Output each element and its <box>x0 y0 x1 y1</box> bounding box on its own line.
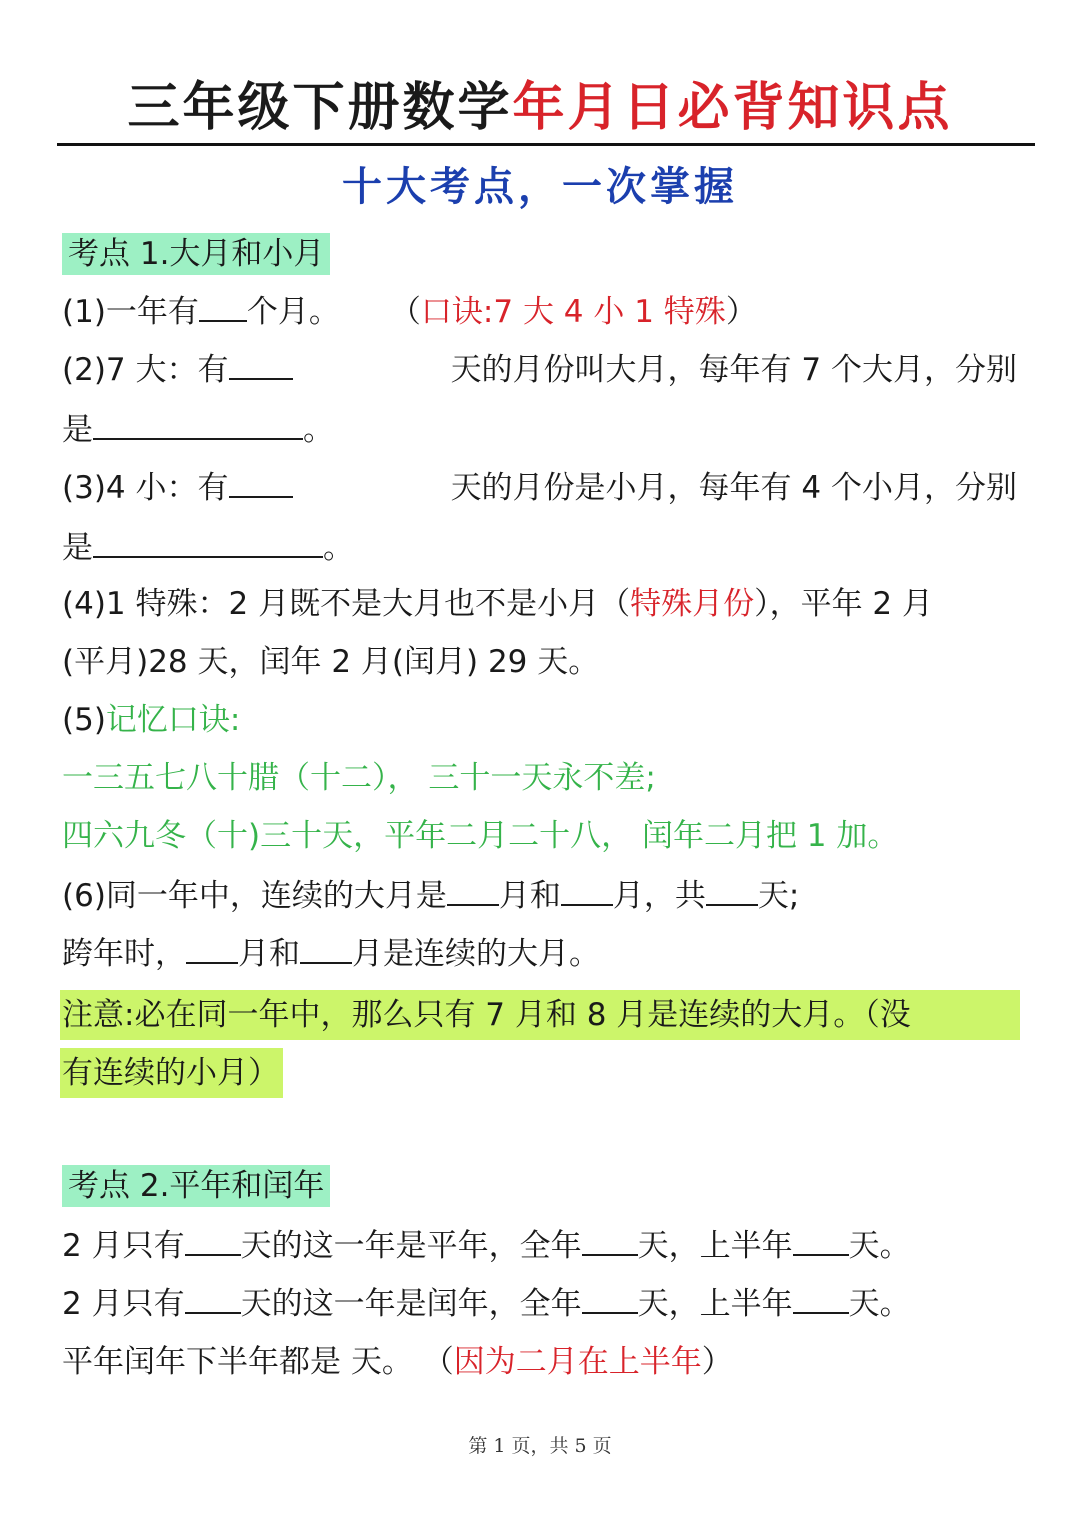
s2-line-3: 平年闰年下半年都是 天。 （因为二月在上半年） <box>62 1344 733 1380</box>
title-red: 年月日必背知识点 <box>512 77 953 138</box>
answer-blank <box>93 526 323 558</box>
answer-blank <box>793 1224 849 1256</box>
answer-blank <box>229 466 293 498</box>
q1-mnemonic: 口诀:7 大 4 小 1 特殊 <box>420 294 726 330</box>
page-title <box>0 76 1080 140</box>
q6-line-2: 跨年时， 月和 月是连续的大月。 <box>62 932 600 976</box>
s2-line-1: 2 月只有 天的这一年是平年，全年 天，上半年 天。 <box>62 1224 911 1268</box>
s2-line-2: 2 月只有 天的这一年是闰年，全年 天，上半年 天。 <box>62 1282 911 1326</box>
q3-line-2: 是 。 <box>62 526 354 570</box>
answer-blank <box>706 874 758 906</box>
q5-line: (5)记忆口诀: <box>62 702 241 738</box>
answer-blank <box>582 1282 638 1314</box>
title-underline <box>57 143 1035 146</box>
mnemonic-line-2: 四六九冬（十)三十天，平年二月二十八， 闰年二月把 1 加。 <box>62 818 899 854</box>
q1-line: (1)一年有 个月。 （口诀:7 大 4 小 1 特殊） <box>62 290 757 334</box>
page-subtitle: 十大考点，一次掌握 <box>342 163 738 210</box>
answer-blank <box>229 348 293 380</box>
q6-line: (6)同一年中，连续的大月是 月和 月，共 天; <box>62 874 799 918</box>
answer-blank <box>582 1224 638 1256</box>
title-black: 三年级下册数学 <box>127 77 513 138</box>
note-line-2: 有连续的小月） <box>60 1048 283 1098</box>
page-number: 第 1 页，共 5 页 <box>468 1435 612 1457</box>
answer-blank <box>561 874 613 906</box>
section2-heading: 考点 2.平年和闰年 <box>62 1164 330 1208</box>
q4-line: (4)1 特殊：2 月既不是大月也不是小月（特殊月份），平年 2 月 <box>62 586 934 622</box>
special-month-label: 特殊月份 <box>630 586 755 622</box>
answer-blank <box>185 1282 241 1314</box>
q2-line: (2)7 大：有 天的月份叫大月，每年有 7 个大月，分别 <box>62 348 1017 392</box>
answer-blank <box>186 932 238 964</box>
answer-blank <box>447 874 499 906</box>
note-line-1: 注意:必在同一年中，那么只有 7 月和 8 月是连续的大月。（没 <box>60 990 1020 1040</box>
answer-blank <box>185 1224 241 1256</box>
answer-blank <box>793 1282 849 1314</box>
q2-line-2: 是 。 <box>62 408 334 452</box>
answer-blank <box>93 408 303 440</box>
answer-blank <box>300 932 352 964</box>
q4-line-2: (平月)28 天，闰年 2 月(闰月) 29 天。 <box>62 644 600 680</box>
section1-heading: 考点 1.大月和小月 <box>62 232 330 276</box>
mnemonic-line-1: 一三五七八十腊（十二）， 三十一天永不差; <box>62 760 656 796</box>
answer-blank <box>199 290 247 322</box>
q3-line: (3)4 小：有 天的月份是小月，每年有 4 个小月，分别 <box>62 466 1017 510</box>
